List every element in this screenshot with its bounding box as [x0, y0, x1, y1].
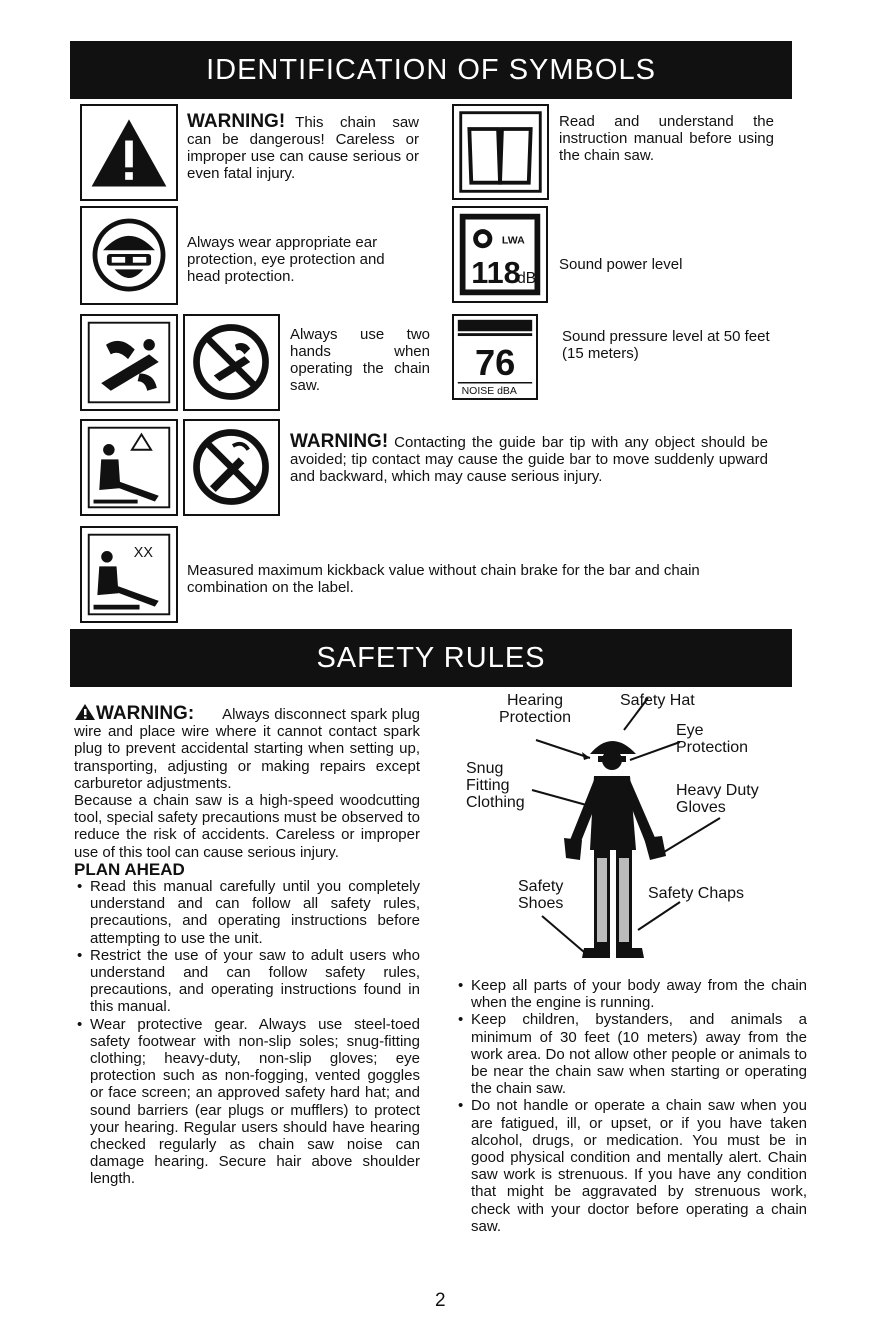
plan-ahead-heading: PLAN AHEAD	[74, 859, 185, 879]
warning-body: This chain saw can be dangerous! Careless or improper use can cause serious or even fatal injury.	[187, 114, 419, 182]
warning-triangle-symbol	[80, 104, 178, 201]
kickback-value-icon	[82, 528, 176, 621]
safety-equipment-figure	[466, 690, 786, 970]
two-hands-text: Always use two hands when operating the chain saw.	[290, 326, 430, 394]
list-item: • Read this manual carefully until you completely understand and can follow all safety rules, precautions, and operating instructions before attempting to use the unit.	[74, 878, 420, 947]
kickback-value-symbol	[80, 526, 178, 623]
warning-word: WARNING!	[187, 111, 286, 132]
sound-pressure-value: 76	[474, 342, 516, 384]
kickback-value-text: Measured maximum kickback value without chain brake for the bar and chain combination on the label.	[187, 562, 700, 596]
sound-power-symbol	[452, 206, 548, 303]
list-item: • Keep all parts of your body away from the chain when the engine is running.	[455, 977, 807, 1011]
page-number: 2	[435, 1290, 446, 1311]
two-hands-no-symbol	[183, 314, 280, 411]
read-manual-symbol	[452, 104, 549, 200]
warning-dangerous-text	[187, 113, 419, 182]
safety-rules-header: SAFETY RULES	[70, 629, 792, 687]
plan-ahead-list	[74, 878, 420, 1188]
heavy-duty-gloves-label: Heavy Duty Gloves	[676, 782, 759, 816]
safety-hat-label: Safety Hat	[620, 692, 695, 709]
safety-shoes-label: Safety Shoes	[518, 878, 564, 912]
protection-symbol	[80, 206, 178, 305]
warning-paragraph	[74, 703, 420, 792]
sound-pressure-symbol	[452, 314, 538, 400]
no-one-hand-icon	[185, 316, 278, 409]
list-item: • Keep children, bystanders, and animals a minimum of 30 feet (10 meters) away from the work area. Do not allow other people or animals to be near the chain saw when starting or operating the chain saw.	[455, 1011, 807, 1097]
sound-power-unit: dB	[517, 269, 536, 287]
sound-pressure-tag: NOISE dBA	[461, 386, 517, 398]
read-manual-text: Read and understand the instruction manual before using the chain saw.	[559, 113, 774, 164]
book-icon	[454, 106, 547, 198]
sound-power-text: Sound power level	[559, 256, 683, 273]
left-column	[74, 703, 420, 1188]
right-bullet-list	[455, 977, 807, 1235]
eye-protection-label: Eye Protection	[676, 722, 749, 756]
list-item: • Restrict the use of your saw to adult users who understand and can follow safety rules, precautions, and operating instructions found in this manual.	[74, 947, 420, 1016]
sound-power-tag: LWA	[501, 234, 525, 247]
symbols-header: IDENTIFICATION OF SYMBOLS	[70, 41, 792, 99]
chainsaw-two-hands-icon	[82, 316, 176, 409]
no-tip-contact-icon	[185, 421, 278, 514]
warning-label: WARNING:	[96, 703, 195, 724]
head-protection-icon	[82, 208, 176, 303]
warning-body-text: Always disconnect spark plug wire and place wire where it cannot contact spark plug to prevent accidental starting when setting up, transporting, adjusting or making repairs except carburetor adjustments.	[74, 706, 420, 792]
right-column	[455, 977, 807, 1235]
protection-text: Always wear appropriate ear protection, eye protection and head protection.	[187, 234, 385, 285]
safety-chaps-label: Safety Chaps	[648, 885, 745, 902]
kickback-no-symbol	[183, 419, 280, 516]
warning-small-icon	[74, 703, 96, 721]
warning-triangle-icon	[82, 106, 176, 199]
kickback-warning-body: Contacting the guide bar tip with any object should be avoided; tip contact may cause the guide bar to move suddenly upward and backward, which may cause serious injury.	[290, 434, 768, 485]
list-item: • Wear protective gear. Always use steel-toed safety footwear with non-slip soles; snug-fitting clothing; heavy-duty, non-slip gloves; eye protection such as non-fogging, vented goggles or face screen; an approved safety hard hat; and sound barriers (ear plugs or mufflers) to protect your hearing. Regular users should have hearing checked regularly as chain saw noise can damage hearing. Secure hair above shoulder length.	[74, 1016, 420, 1188]
kickback-symbol	[80, 419, 178, 516]
kickback-warning-text	[290, 433, 768, 485]
sound-power-icon	[454, 208, 546, 301]
sound-pressure-icon	[454, 316, 536, 398]
sound-pressure-text: Sound pressure level at 50 feet (15 meters)	[562, 328, 770, 362]
intro-paragraph: Because a chain saw is a high-speed woodcutting tool, special safety precautions must be observed to reduce the risk of accidents. Careless or improper use of this tool can cause serious injury.	[74, 792, 420, 861]
kickback-icon	[82, 421, 176, 514]
hearing-protection-label: Hearing Protection	[498, 692, 572, 726]
kickback-warning-word: WARNING!	[290, 431, 389, 452]
sound-power-value: 118	[471, 255, 521, 290]
snug-fitting-label: Snug Fitting Clothing	[466, 760, 525, 811]
list-item: • Do not handle or operate a chain saw when you are fatigued, ill, or upset, or if you have taken alcohol, drugs, or medication. You must be in good physical condition and mentally alert. Chain saw work is strenuous. If you have any condition that might be aggravated by strenuous work, check with your doctor before operating a chain saw.	[455, 1097, 807, 1235]
kickback-value-tag: XX	[133, 544, 153, 561]
two-hands-symbol	[80, 314, 178, 411]
